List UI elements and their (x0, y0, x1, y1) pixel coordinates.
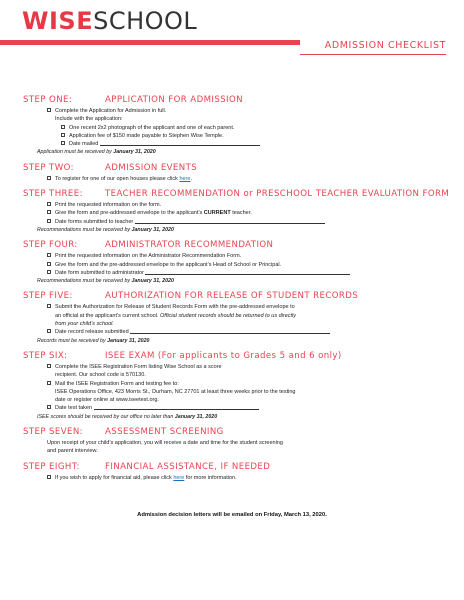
step-two-section (0, 163, 464, 183)
step-five-subtext: from your child’s school. (55, 321, 114, 328)
checkbox[interactable] (47, 405, 51, 409)
date-mailed-field[interactable] (100, 141, 260, 146)
checkbox[interactable] (47, 108, 51, 112)
step-two-item: To register for one of our open houses please click here. (47, 175, 464, 183)
open-house-link[interactable]: here (179, 175, 191, 182)
step-five-subtext: an official at the applicant’s current school. Official student records should be returned to us directly (55, 312, 297, 319)
step-two-label: STEP TWO: (23, 162, 74, 173)
step-five-item: Submit the Authorization for Release of Student Records Form with the pre-addressed envelope to (47, 303, 464, 311)
checkbox[interactable] (47, 262, 51, 266)
step-seven-text: and parent interview. (47, 448, 98, 455)
wise-school-logo (22, 9, 197, 33)
step-four-title: ADMINISTRATOR RECOMMENDATION (105, 240, 274, 251)
logo-school-text: SCHOOL (93, 7, 198, 35)
step-one-label: STEP ONE: (23, 95, 73, 105)
step-five-title: AUTHORIZATION FOR RELEASE OF STUDENT RECORDS (105, 291, 359, 302)
checkbox[interactable] (47, 219, 51, 223)
step-eight-label: STEP EIGHT: (23, 461, 80, 472)
checkbox[interactable] (47, 381, 51, 385)
step-three-item: Give the form and pre-addressed envelope to the applicant’s CURRENT teacher. (47, 209, 464, 217)
step-four-deadline: Recommendations must be received by January 31, 2020 (37, 278, 174, 285)
step-eight-item: If you wish to apply for financial aid, please click here for more information. (47, 474, 464, 482)
step-six-deadline: ISEE scores should be received by our office no later than January 31, 2020 (37, 413, 218, 420)
checkbox[interactable] (47, 475, 51, 479)
step-seven-section (0, 427, 464, 456)
step-six-item: Mail the ISEE Registration Form and testing fee to: (47, 380, 464, 388)
header-rule (300, 54, 446, 55)
checkbox[interactable] (61, 133, 65, 137)
step-one-item: One recent 2x2 photograph of the applicant and one of each parent. (61, 124, 464, 132)
step-one-item: Complete the Application for Admission in full. (47, 107, 464, 115)
step-one-section (0, 95, 464, 157)
step-two-title: ADMISSION EVENTS (105, 162, 198, 173)
step-eight-section (0, 462, 464, 482)
step-six-subtext: date or register online at www.iseetest.org. (55, 397, 159, 404)
step-five-deadline: Records must be received by January 31, 2020 (37, 337, 150, 344)
decision-letter-note: Admission decision letters will be emailed on Friday, March 13, 2020. (137, 512, 327, 518)
step-one-subtext: Include with the application: (55, 116, 123, 123)
step-eight-title: FINANCIAL ASSISTANCE, IF NEEDED (105, 461, 271, 472)
step-one-item: Date mailed (61, 140, 464, 148)
checkbox[interactable] (47, 202, 51, 206)
step-six-item: Date test taken (47, 404, 464, 412)
checkbox[interactable] (47, 364, 51, 368)
step-three-title: TEACHER RECOMMENDATION or PRESCHOOL TEACHER EVALUATION FORM (105, 189, 450, 200)
checkbox[interactable] (47, 253, 51, 257)
step-one-deadline: Application must be received by January 31, 2020 (37, 149, 156, 156)
checkbox[interactable] (61, 125, 65, 129)
logo-wise-text: WISE (22, 7, 94, 35)
step-three-deadline: Recommendations must be received by January 31, 2020 (37, 226, 174, 233)
step-one-item: Application fee of $150 made payable to Stephen Wise Temple. (61, 132, 464, 140)
checkbox[interactable] (47, 270, 51, 274)
step-three-section (0, 189, 464, 234)
header-accent-bar (0, 40, 300, 45)
step-six-item: Complete the ISEE Registration Form listing Wise School as a score (47, 363, 464, 371)
date-test-taken-field[interactable] (94, 405, 259, 410)
step-six-label: STEP SIX: (23, 350, 68, 361)
step-three-item: Print the requested information on the form. (47, 201, 464, 209)
step-five-section (0, 291, 464, 344)
checkbox[interactable] (47, 210, 51, 214)
step-five-item: Date record release submitted (47, 328, 464, 336)
checkbox[interactable] (47, 176, 51, 180)
checkbox[interactable] (47, 304, 51, 308)
checklist (0, 95, 464, 488)
date-submitted-admin-field[interactable] (145, 270, 350, 275)
step-six-subtext: ISEE Operations Office, 423 Morris St., Durham, NC 27701 at least three weeks prior to the testing (55, 388, 296, 395)
step-four-section (0, 240, 464, 285)
step-four-item: Print the requested information on the Administrator Recommendation Form. (47, 252, 464, 260)
step-six-subtext: recipient. Our school code is 570130. (55, 372, 146, 379)
step-seven-text: Upon receipt of your child’s application, you will receive a date and time for the student screening (47, 440, 283, 447)
date-submitted-teacher-field[interactable] (135, 219, 325, 224)
step-four-item: Date form submitted to administrator (47, 269, 464, 277)
step-four-item: Give the form and the pre-addressed envelope to the applicant’s Head of School or Principal. (47, 261, 464, 269)
step-three-item: Date forms submitted to teacher (47, 218, 464, 226)
step-three-label: STEP THREE: (23, 189, 83, 200)
step-one-title: APPLICATION FOR ADMISSION (105, 95, 243, 105)
page-title: ADMISSION CHECKLIST (324, 40, 446, 51)
step-four-label: STEP FOUR: (23, 240, 78, 251)
step-five-label: STEP FIVE: (23, 291, 73, 302)
financial-aid-link[interactable]: here (173, 474, 185, 481)
date-record-release-field[interactable] (130, 329, 330, 334)
checkbox[interactable] (47, 329, 51, 333)
step-six-title: ISEE EXAM (For applicants to Grades 5 and 6 only) (105, 350, 342, 361)
checkbox[interactable] (61, 141, 65, 145)
step-seven-title: ASSESSMENT SCREENING (105, 427, 224, 438)
step-six-section (0, 351, 464, 421)
step-seven-label: STEP SEVEN: (23, 427, 83, 438)
